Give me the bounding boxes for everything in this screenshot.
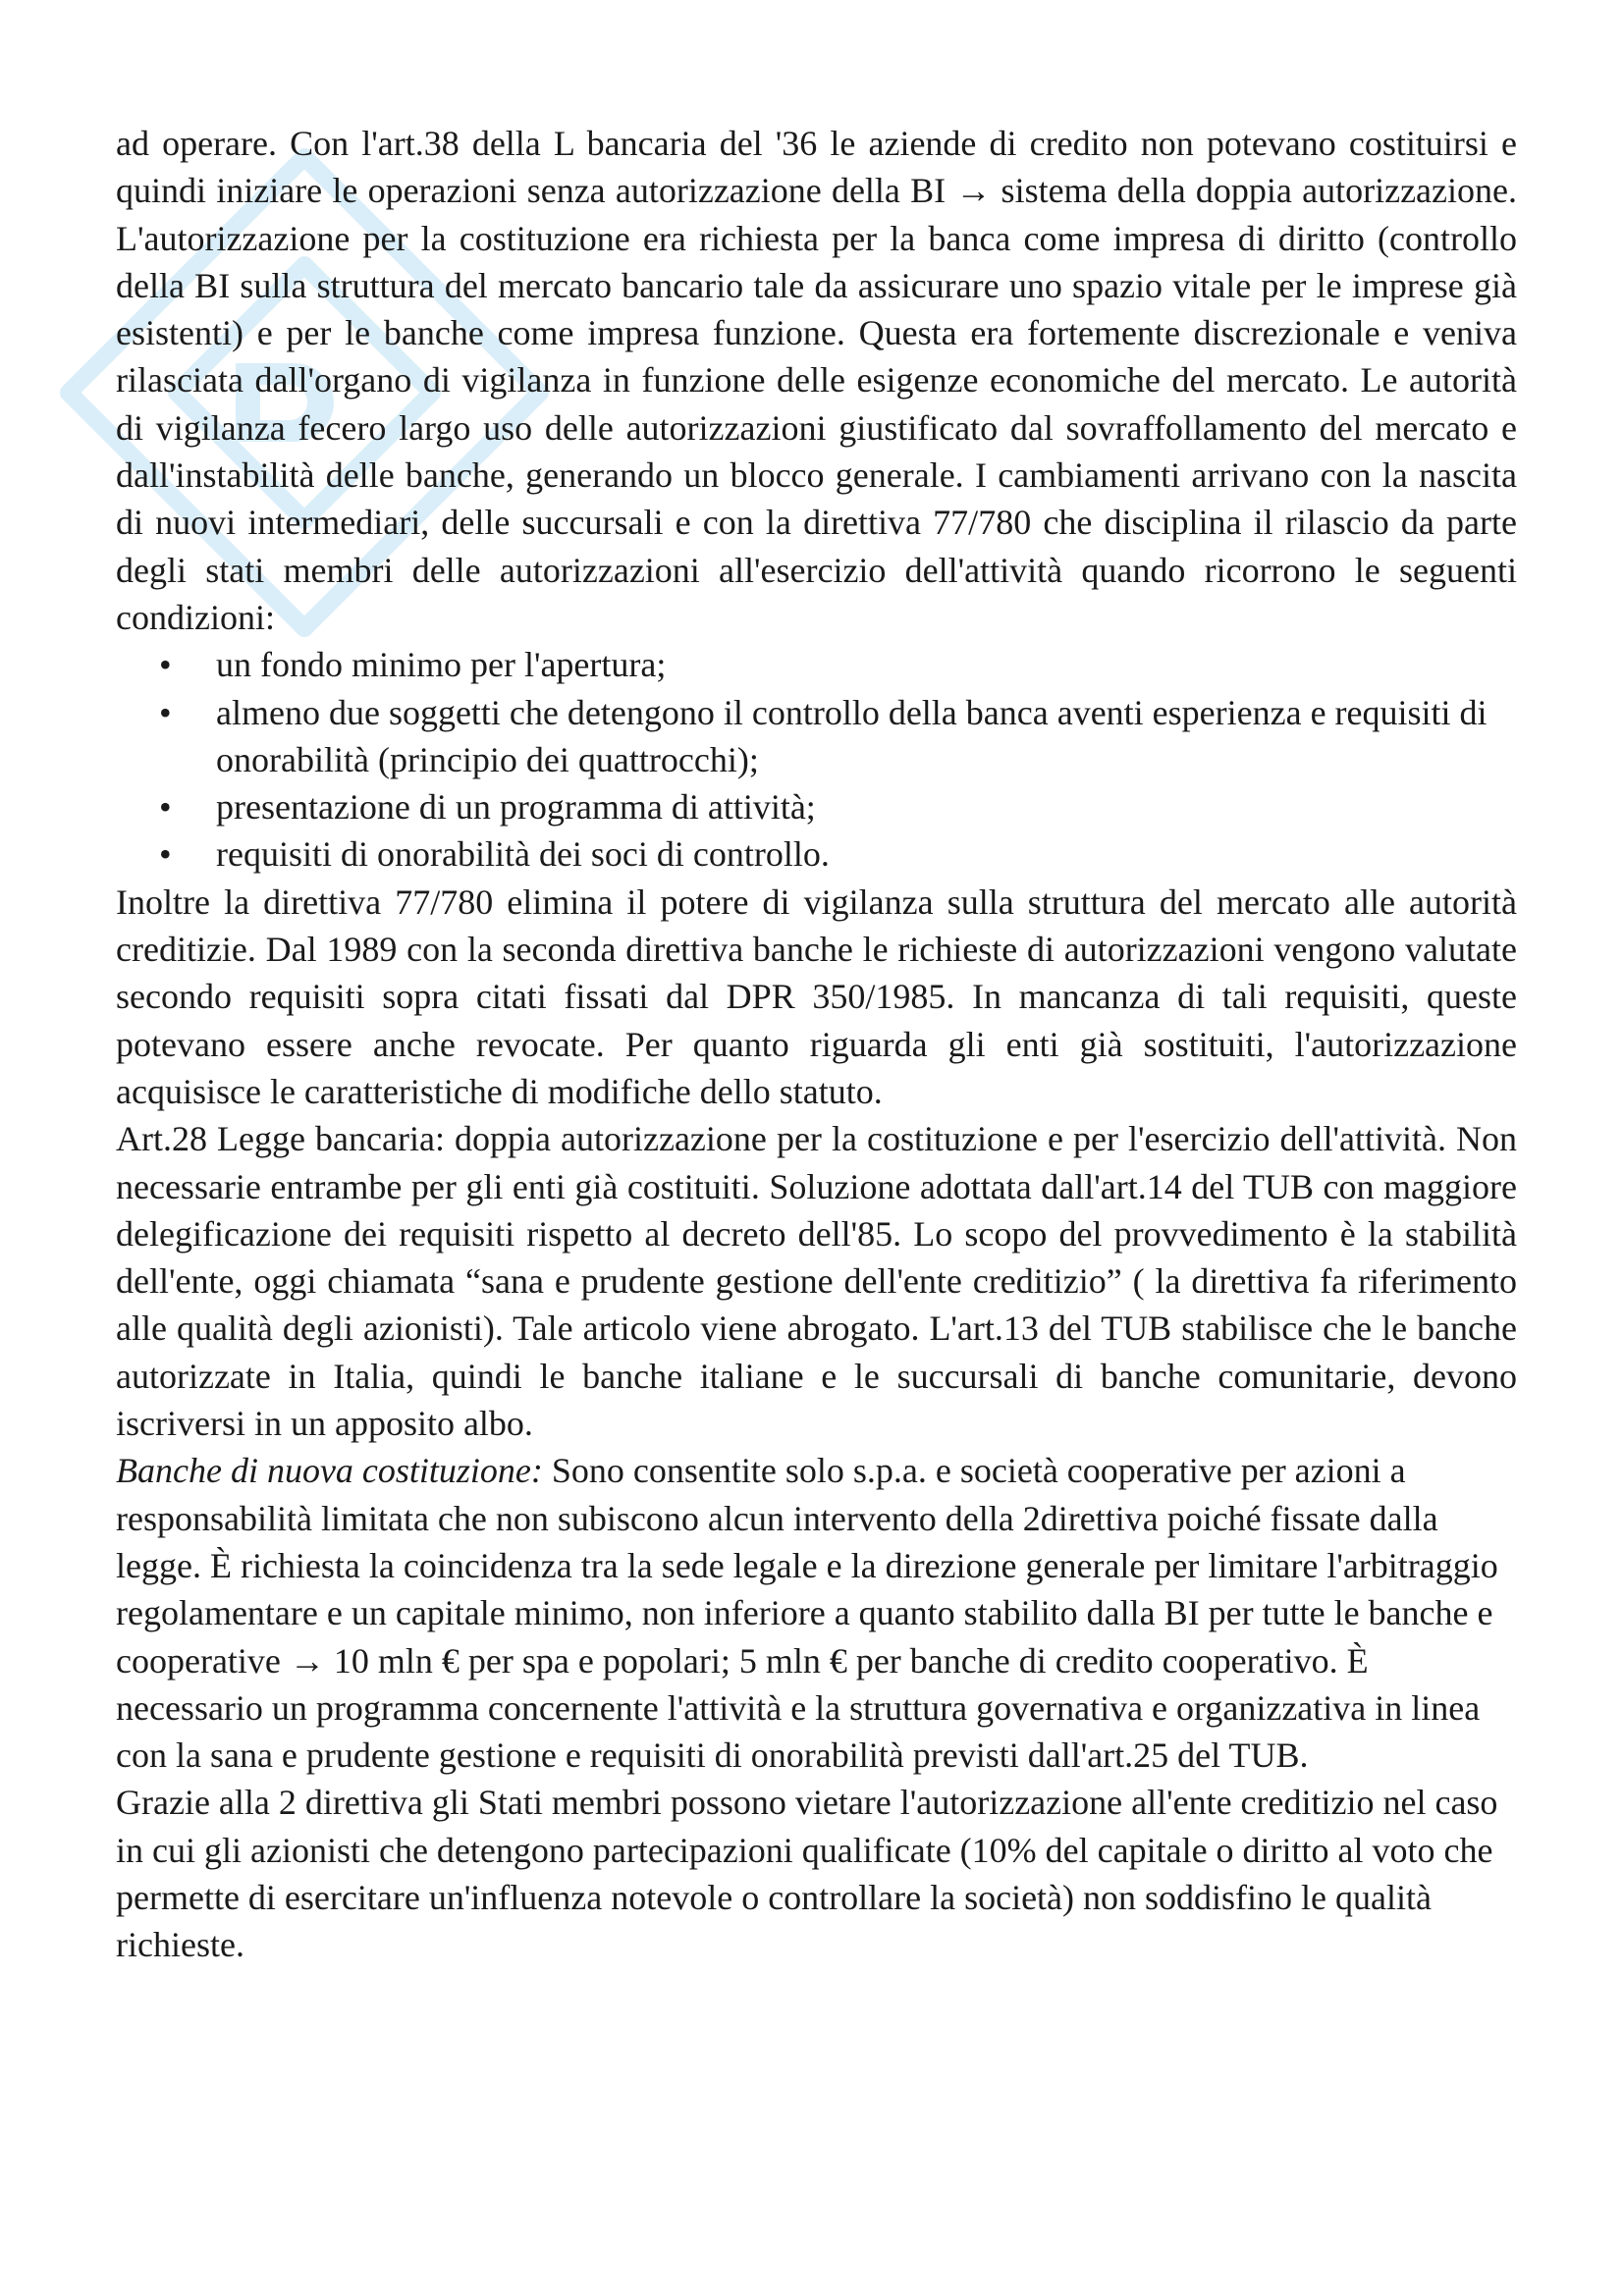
list-item: • un fondo minimo per l'apertura; [116, 641, 1517, 688]
conditions-list [116, 641, 1517, 878]
list-item: • presentazione di un programma di attività; [116, 783, 1517, 830]
bullet-icon: • [159, 645, 172, 685]
paragraph-art28: Art.28 Legge bancaria: doppia autorizzazione per la costituzione e per l'esercizio dell'attività. Non necessarie entrambe per gli enti già costituiti. Soluzione adottata dall'art.14 del TUB con maggiore delegificazione dei requisiti rispetto al decreto dell'85. Lo scopo del provvedimento è la stabilità dell'ente, oggi chiamata “sana e prudente gestione dell'ente creditizio” ( la direttiva fa riferimento alle qualità degli azionisti). Tale articolo viene abrogato. L'art.13 del TUB stabilisce che le banche autorizzate in Italia, quindi le banche italiane e le succursali di banche comunitarie, devono iscriversi in un apposito albo. [116, 1119, 1517, 1444]
bullet-icon: • [159, 692, 172, 732]
bullet-icon: • [159, 834, 172, 875]
paragraph-nuova-costituzione: Banche di nuova costituzione: Sono consentite solo s.p.a. e società cooperative per azioni a responsabilità limitata che non subiscono alcun intervento della 2direttiva poiché fissate dalla legge. È richiesta la coincidenza tra la sede legale e la direzione generale per limitare l'arbitraggio regolamentare e un capitale minimo, non inferiore a quanto stabilito dalla BI per tutte le banche e cooperative → 10 mln € per spa e popolari; 5 mln € per banche di credito cooperativo. È necessario un programma concernente l'attività e la struttura governativa e organizzativa in linea con la sana e prudente gestione e requisiti di onorabilità previsti dall'art.25 del TUB. [116, 1451, 1498, 1776]
paragraph-autorizzazione: ad operare. Con l'art.38 della L bancaria del '36 le aziende di credito non potevano costituirsi e quindi iniziare le operazioni senza autorizzazione della BI → sistema della doppia autorizzazione. L'autorizzazione per la costituzione era richiesta per la banca come impresa di diritto (controllo della BI sulla struttura del mercato bancario tale da assicurare uno spazio vitale per le imprese già esistenti) e per le banche come impresa funzione. Questa era fortemente discrezionale e veniva rilasciata dall'organo di vigilanza in funzione delle esigenze economiche del mercato. Le autorità di vigilanza fecero largo uso delle autorizzazioni giustificato dal sovraffollamento del mercato e dall'instabilità delle banche, generando un blocco generale. I cambiamenti arrivano con la nascita di nuovi intermediari, delle succursali e con la direttiva 77/780 che disciplina il rilascio da parte degli stati membri delle autorizzazioni all'esercizio dell'attività quando ricorrono le seguenti condizioni: [116, 124, 1517, 637]
document-page [116, 120, 1517, 1969]
list-item: • almeno due soggetti che detengono il controllo della banca aventi esperienza e requisiti di onorabilità (principio dei quattrocchi); [116, 689, 1517, 784]
list-item: • requisiti di onorabilità dei soci di controllo. [116, 830, 1517, 878]
paragraph-direttiva: Inoltre la direttiva 77/780 elimina il potere di vigilanza sulla struttura del mercato alle autorità creditizie. Dal 1989 con la seconda direttiva banche le richieste di autorizzazioni vengono valutate secondo requisiti sopra citati fissati dal DPR 350/1985. In mancanza di tali requisiti, queste potevano essere anche revocate. Per quanto riguarda gli enti già sostituiti, l'autorizzazione acquisisce le caratteristiche di modifiche dello statuto. [116, 881, 1517, 1111]
bullet-icon: • [159, 787, 172, 828]
section-heading: Banche di nuova costituzione: [116, 1451, 543, 1491]
paragraph-seconda-direttiva: Grazie alla 2 direttiva gli Stati membri possono vietare l'autorizzazione all'ente creditizio nel caso in cui gli azionisti che detengono partecipazioni qualificate (10% del capitale o diritto al voto che permette di esercitare un'influenza notevole o controllare la società) non soddisfino le qualità richieste. [116, 1783, 1498, 1965]
